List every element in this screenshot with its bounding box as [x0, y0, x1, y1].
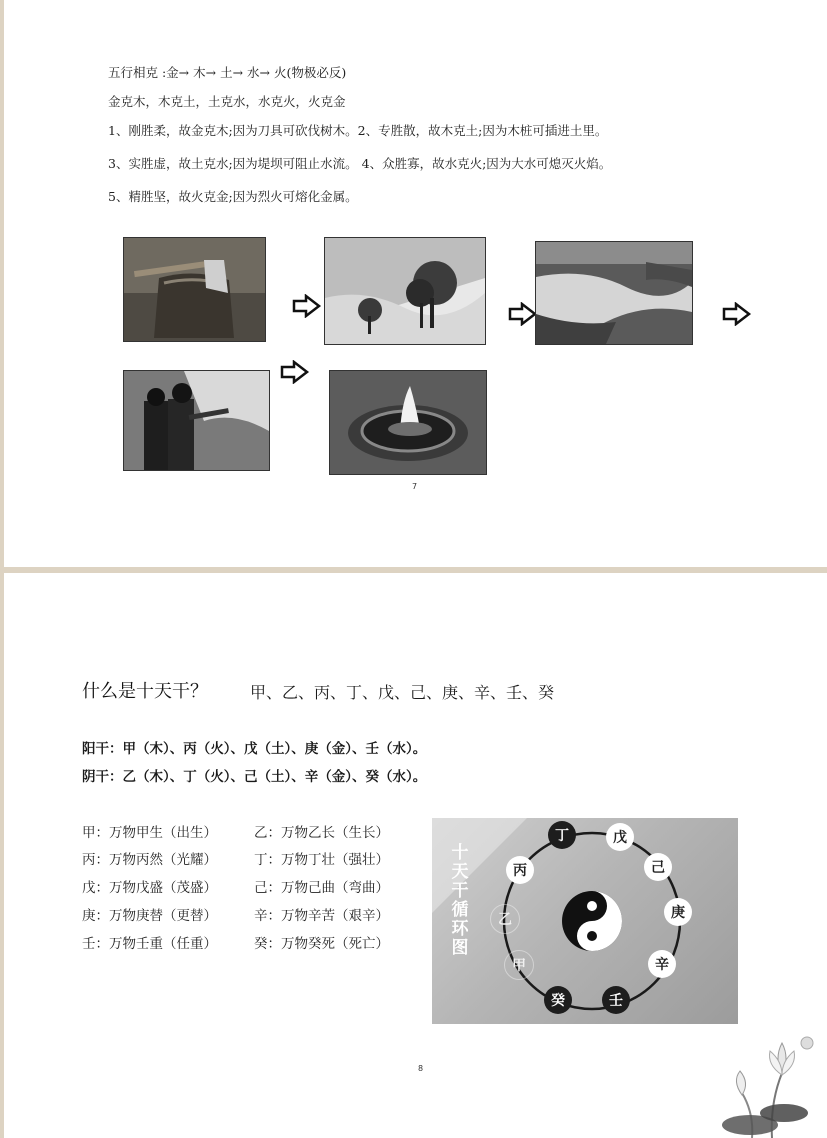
overcoming-rule-1-2: 1、刚胜柔，故金克木;因为刀具可砍伐树木。2、专胜散，故木克土;因为木桩可插进土里。	[108, 123, 608, 138]
ten-stems-cycle-diagram	[432, 818, 738, 1024]
arrow-right-icon	[280, 360, 310, 384]
meaning-xin: 辛：万物辛苦（艰辛）	[254, 908, 389, 924]
overcoming-rule-3-4: 3、实胜虚，故土克水;因为堤坝可阻止水流。 4、众胜寡，故水克火;因为大水可熄灭火焰。	[108, 156, 612, 171]
meaning-gui: 癸：万物癸死（死亡）	[254, 936, 389, 952]
stem-wu: 戊	[606, 823, 634, 851]
overcoming-rule-5: 5、精胜坚，故火克金;因为烈火可熔化金属。	[108, 189, 358, 204]
page-number: 8	[418, 1064, 424, 1073]
fire-pit-photo	[329, 370, 487, 475]
meaning-wu: 戊：万物戊盛（茂盛）	[82, 880, 217, 896]
meaning-yi: 乙：万物乙长（生长）	[254, 825, 389, 841]
yin-stems: 阴干：乙（木）、丁（火）、己（土）、辛（金）、癸（水）。	[82, 769, 427, 785]
yang-stems: 阳干：甲（木）、丙（火）、戊（土）、庚（金）、壬（水）。	[82, 741, 427, 757]
stem-ji: 己	[644, 853, 672, 881]
stem-gui: 癸	[544, 986, 572, 1014]
stem-yi: 乙	[490, 904, 520, 934]
document-page-8	[4, 573, 827, 1138]
ten-stems-question: 什么是十天干？	[82, 681, 208, 702]
meaning-ding: 丁：万物丁壮（强壮）	[254, 852, 389, 868]
document-page-7	[4, 0, 827, 567]
stem-jia: 甲	[504, 950, 534, 980]
stem-ding: 丁	[548, 821, 576, 849]
arrow-right-icon	[722, 302, 752, 326]
meaning-bing: 丙：万物丙然（光耀）	[82, 852, 217, 868]
meaning-ji: 己：万物己曲（弯曲）	[254, 880, 389, 896]
meaning-geng: 庚：万物庚替（更替）	[82, 908, 217, 924]
meaning-ren: 壬：万物壬重（任重）	[82, 936, 217, 952]
five-elements-overcoming-title: 五行相克 :金→ 木→ 土→ 水→ 火(物极必反)	[108, 65, 347, 80]
ten-stems-list: 甲、乙、丙、丁、戊、己、庚、辛、壬、癸	[250, 683, 555, 702]
stem-xin: 辛	[648, 950, 676, 978]
arrow-right-icon	[292, 294, 322, 318]
trees-photo	[324, 237, 486, 345]
lotus-decoration-icon	[712, 1013, 822, 1138]
stem-bing: 丙	[506, 856, 534, 884]
arrow-right-icon	[508, 302, 538, 326]
page-number: 7	[412, 482, 418, 491]
stem-geng: 庚	[664, 898, 692, 926]
overcoming-summary: 金克木，木克土，土克水，水克火，火克金	[108, 94, 346, 109]
axe-stump-photo	[123, 237, 266, 342]
meaning-jia: 甲：万物甲生（出生）	[82, 825, 217, 841]
firefighters-photo	[123, 370, 270, 471]
yin-yang-icon	[562, 891, 622, 951]
stem-ren: 壬	[602, 986, 630, 1014]
cycle-diagram-label: 十天干循环图	[451, 843, 469, 958]
river-photo	[535, 241, 693, 345]
